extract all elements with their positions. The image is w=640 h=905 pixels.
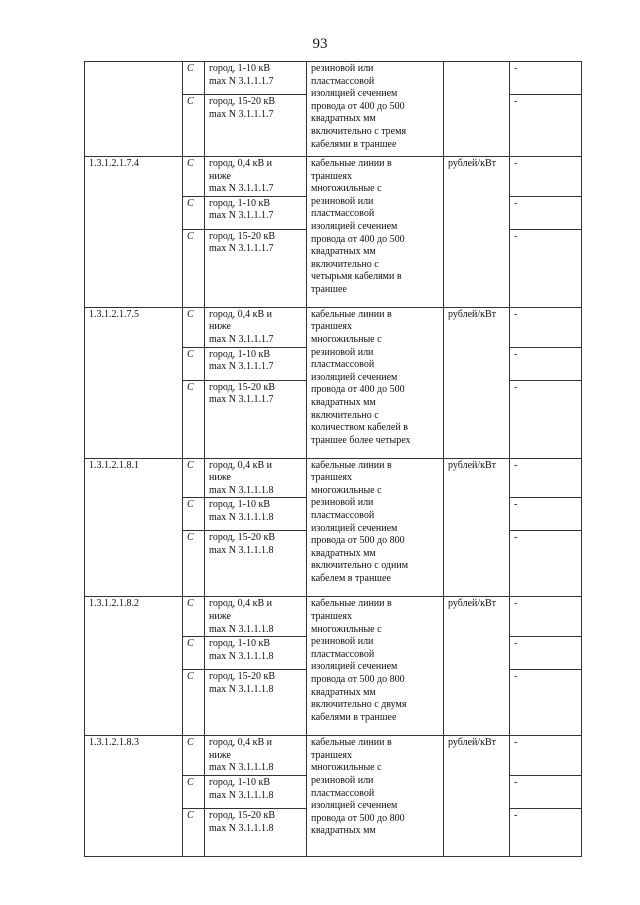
voltage-line: город, 1-10 кВ	[209, 499, 271, 511]
rate-value: -	[510, 380, 582, 458]
description-line: квадратных мм	[311, 113, 376, 125]
voltage-line: город, 1-10 кВ	[209, 776, 271, 788]
description-line: квадратных мм	[311, 396, 376, 408]
description-line: кабельные линии в	[311, 459, 392, 471]
line-description	[307, 736, 444, 857]
line-description	[307, 307, 444, 458]
description-line: квадратных мм	[311, 825, 376, 837]
voltage-line: город, 1-10 кВ	[209, 638, 271, 650]
voltage-line: город, 1-10 кВ	[209, 63, 271, 74]
description-line: кабельные линии в	[311, 598, 392, 610]
table-row	[85, 597, 582, 637]
description-line: кабелями в траншее	[311, 711, 397, 723]
description-line: кабельные линии в	[311, 308, 392, 320]
description-line: пластмассовой	[311, 75, 375, 87]
description-line: многожильные с	[311, 623, 382, 635]
item-code: 1.3.1.2.1.7.5	[85, 307, 183, 458]
category-letter: C	[183, 380, 205, 458]
category-letter: C	[183, 62, 205, 95]
category-letter: C	[183, 531, 205, 597]
voltage-level	[205, 157, 307, 197]
voltage-line: max N 3.1.1.1.7	[209, 333, 274, 345]
category-letter: C	[183, 637, 205, 670]
voltage-line: ниже	[209, 321, 231, 333]
description-line: квадратных мм	[311, 686, 376, 698]
unit-of-measure	[444, 62, 510, 157]
description-line: включительно с тремя	[311, 125, 407, 137]
category-letter: C	[183, 808, 205, 856]
unit-of-measure: рублей/кВт	[444, 157, 510, 308]
category-letter: C	[183, 229, 205, 307]
item-code	[85, 62, 183, 157]
voltage-line: max N 3.1.1.1.8	[209, 789, 274, 801]
description-line: изоляцией сечением	[311, 220, 398, 232]
description-line: пластмассовой	[311, 787, 375, 799]
voltage-level	[205, 736, 307, 776]
rate-value: -	[510, 62, 582, 95]
description-line: изоляцией сечением	[311, 371, 398, 383]
description-line: пластмассовой	[311, 359, 375, 371]
voltage-line: город, 0,4 кВ и	[209, 737, 273, 749]
item-code: 1.3.1.2.1.8.3	[85, 736, 183, 857]
description-line: провода от 500 до 800	[311, 535, 405, 547]
voltage-line: город, 1-10 кВ	[209, 197, 271, 209]
voltage-line: город, 0,4 кВ и	[209, 459, 273, 471]
rate-value: -	[510, 347, 582, 380]
description-line: многожильные с	[311, 183, 382, 195]
unit-of-measure: рублей/кВт	[444, 597, 510, 736]
table-row	[85, 458, 582, 498]
description-line: траншеях	[311, 749, 353, 761]
description-line: резиновой или	[311, 346, 374, 358]
voltage-line: max N 3.1.1.1.8	[209, 762, 274, 774]
voltage-line: ниже	[209, 170, 231, 182]
voltage-level	[205, 775, 307, 808]
voltage-line: max N 3.1.1.1.7	[209, 243, 274, 255]
voltage-line: ниже	[209, 610, 231, 622]
voltage-line: ниже	[209, 749, 231, 761]
category-letter: C	[183, 775, 205, 808]
description-line: траншее более четырех	[311, 434, 411, 446]
rate-value: -	[510, 307, 582, 347]
category-letter: C	[183, 95, 205, 157]
unit-of-measure: рублей/кВт	[444, 458, 510, 597]
item-code: 1.3.1.2.1.8.2	[85, 597, 183, 736]
voltage-level	[205, 637, 307, 670]
description-line: квадратных мм	[311, 246, 376, 258]
rate-value: -	[510, 736, 582, 776]
description-line: провода от 500 до 800	[311, 673, 405, 685]
voltage-line: город, 15-20 кВ	[209, 381, 276, 393]
category-letter: C	[183, 458, 205, 498]
voltage-line: max N 3.1.1.1.7	[209, 394, 274, 406]
category-letter: C	[183, 736, 205, 776]
description-line: включительно с	[311, 258, 379, 270]
voltage-level	[205, 95, 307, 157]
description-line: многожильные с	[311, 762, 382, 774]
description-line: пластмассовой	[311, 509, 375, 521]
voltage-line: max N 3.1.1.1.8	[209, 623, 274, 635]
rate-value: -	[510, 458, 582, 498]
category-letter: C	[183, 307, 205, 347]
voltage-line: город, 15-20 кВ	[209, 96, 276, 107]
rate-value: -	[510, 196, 582, 229]
rate-value: -	[510, 597, 582, 637]
voltage-line: max N 3.1.1.1.7	[209, 75, 274, 87]
description-line: траншеях	[311, 321, 353, 333]
description-line: кабелями в траншее	[311, 138, 397, 150]
voltage-line: город, 1-10 кВ	[209, 348, 271, 360]
rate-value: -	[510, 670, 582, 736]
rate-value: -	[510, 229, 582, 307]
voltage-line: max N 3.1.1.1.8	[209, 544, 274, 556]
voltage-line: город, 0,4 кВ и	[209, 308, 273, 320]
description-line: резиновой или	[311, 774, 374, 786]
description-line: резиновой или	[311, 63, 374, 74]
line-description	[307, 157, 444, 308]
table-row	[85, 736, 582, 776]
description-line: изоляцией сечением	[311, 88, 398, 100]
voltage-level	[205, 498, 307, 531]
voltage-line: город, 15-20 кВ	[209, 671, 276, 683]
description-line: кабельные линии в	[311, 158, 392, 169]
voltage-line: max N 3.1.1.1.7	[209, 210, 274, 222]
rate-value: -	[510, 157, 582, 197]
voltage-level	[205, 808, 307, 856]
description-line: включительно с	[311, 409, 379, 421]
description-line: квадратных мм	[311, 547, 376, 559]
description-line: резиновой или	[311, 195, 374, 207]
description-line: изоляцией сечением	[311, 800, 398, 812]
voltage-level	[205, 670, 307, 736]
unit-of-measure: рублей/кВт	[444, 736, 510, 857]
description-line: кабелем в траншее	[311, 572, 391, 584]
rate-value: -	[510, 531, 582, 597]
table-row	[85, 307, 582, 347]
item-code: 1.3.1.2.1.8.1	[85, 458, 183, 597]
description-line: четырьмя кабелями в	[311, 271, 402, 283]
page-number: 93	[312, 36, 328, 52]
rate-value: -	[510, 95, 582, 157]
description-line: провода от 400 до 500	[311, 100, 405, 112]
description-line: траншеях	[311, 610, 353, 622]
description-line: провода от 400 до 500	[311, 384, 405, 396]
line-description	[307, 458, 444, 597]
description-line: включительно с одним	[311, 560, 409, 572]
voltage-level	[205, 347, 307, 380]
voltage-line: max N 3.1.1.1.8	[209, 484, 274, 496]
voltage-level	[205, 597, 307, 637]
voltage-line: max N 3.1.1.1.7	[209, 183, 274, 195]
voltage-line: max N 3.1.1.1.8	[209, 650, 274, 662]
unit-of-measure: рублей/кВт	[444, 307, 510, 458]
description-line: траншее	[311, 283, 347, 295]
description-line: количеством кабелей в	[311, 422, 408, 434]
description-line: многожильные с	[311, 333, 382, 345]
item-code: 1.3.1.2.1.7.4	[85, 157, 183, 308]
category-letter: C	[183, 196, 205, 229]
voltage-level	[205, 531, 307, 597]
voltage-line: город, 15-20 кВ	[209, 230, 276, 242]
line-description	[307, 62, 444, 157]
voltage-line: ниже	[209, 472, 231, 484]
table-row	[85, 62, 582, 95]
description-line: многожильные с	[311, 484, 382, 496]
description-line: пластмассовой	[311, 648, 375, 660]
table-row	[85, 157, 582, 197]
voltage-level	[205, 62, 307, 95]
voltage-line: max N 3.1.1.1.7	[209, 361, 274, 373]
description-line: траншеях	[311, 472, 353, 484]
description-line: изоляцией сечением	[311, 661, 398, 673]
voltage-level	[205, 307, 307, 347]
voltage-level	[205, 380, 307, 458]
description-line: провода от 400 до 500	[311, 233, 405, 245]
category-letter: C	[183, 670, 205, 736]
voltage-line: max N 3.1.1.1.8	[209, 683, 274, 695]
description-line: резиновой или	[311, 497, 374, 509]
voltage-level	[205, 196, 307, 229]
voltage-line: город, 15-20 кВ	[209, 532, 276, 544]
voltage-line: max N 3.1.1.1.8	[209, 511, 274, 523]
description-line: кабельные линии в	[311, 737, 392, 749]
category-letter: C	[183, 157, 205, 197]
tariff-table-body	[85, 62, 582, 857]
voltage-line: город, 15-20 кВ	[209, 809, 276, 821]
description-line: провода от 500 до 800	[311, 812, 405, 824]
voltage-line: max N 3.1.1.1.7	[209, 108, 274, 120]
description-line: пластмассовой	[311, 208, 375, 220]
rate-value: -	[510, 498, 582, 531]
category-letter: C	[183, 347, 205, 380]
rate-value: -	[510, 808, 582, 856]
description-line: резиновой или	[311, 636, 374, 648]
description-line: включительно с двумя	[311, 699, 407, 711]
voltage-line: город, 0,4 кВ и	[209, 598, 273, 610]
rate-value: -	[510, 775, 582, 808]
voltage-level	[205, 229, 307, 307]
description-line: траншеях	[311, 170, 353, 182]
voltage-level	[205, 458, 307, 498]
description-line: изоляцией сечением	[311, 522, 398, 534]
line-description	[307, 597, 444, 736]
voltage-line: город, 0,4 кВ и	[209, 158, 273, 169]
tariff-table	[84, 61, 582, 857]
rate-value: -	[510, 637, 582, 670]
category-letter: C	[183, 498, 205, 531]
category-letter: C	[183, 597, 205, 637]
voltage-line: max N 3.1.1.1.8	[209, 822, 274, 834]
